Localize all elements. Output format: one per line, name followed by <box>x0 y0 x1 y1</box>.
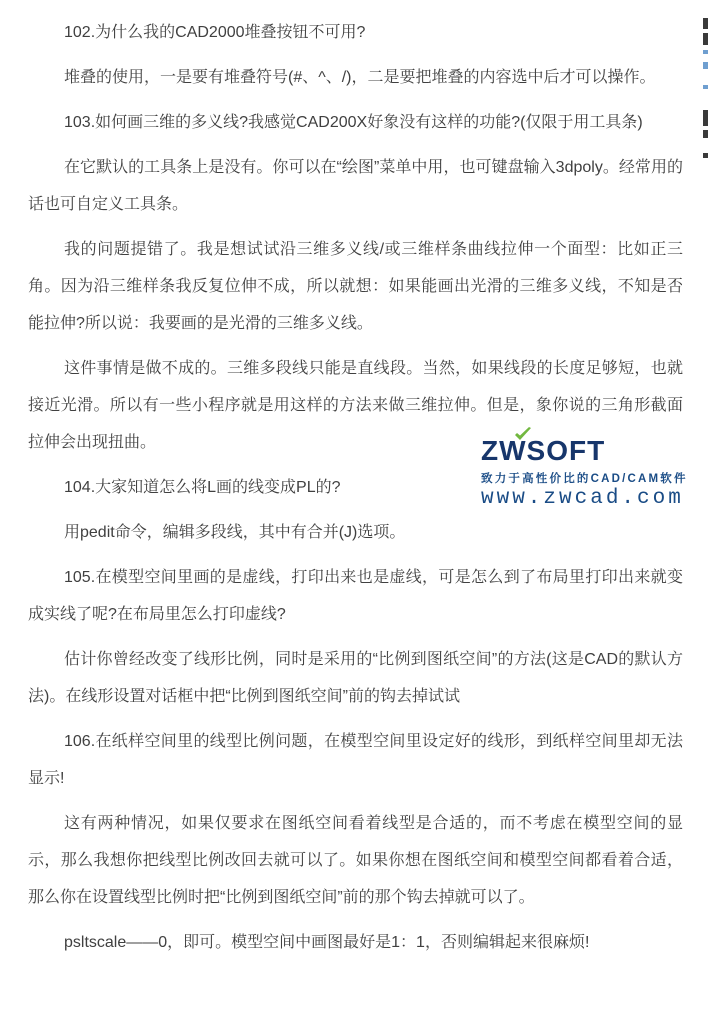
zwsoft-logo <box>481 436 708 510</box>
clipped-text-fragment <box>703 110 708 126</box>
question-105: 105.在模型空间里画的是虚线，打印出来也是虚线，可是怎么到了布局里打印出来就变成实线了呢?在布局里怎么打印虚线? <box>28 569 683 623</box>
clipped-text-fragment <box>703 33 708 45</box>
zwsoft-logo-wordmark <box>481 436 605 466</box>
followup-103-clarification: 我的问题提错了。我是想试试沿三维多义线/或三维样条曲线拉伸一个面型：比如正三角。因为沿三维样条我反复位伸不成，所以就想：如果能画出光滑的三维多义线，不知是否能拉伸?所以说：我要画的是光滑的三维多义线。 <box>28 241 683 332</box>
clipped-text-fragment <box>703 18 708 29</box>
question-102: 102.为什么我的CAD2000堆叠按钮不可用? <box>64 24 366 41</box>
clipped-text-fragment <box>703 62 708 69</box>
clipped-text-fragment <box>703 130 708 138</box>
answer-106-psltscale-tip: psltscale——0，即可。模型空间中画图最好是1：1，否则编辑起来很麻烦! <box>64 934 590 951</box>
answer-105: 估计你曾经改变了线形比例，同时是采用的“比例到图纸空间”的方法(这是CAD的默认方法)。在线形设置对话框中把“比例到图纸空间”前的钩去掉试试 <box>28 651 683 705</box>
answer-106: 这有两种情况，如果仅要求在图纸空间看着线型是合适的，而不考虑在模型空间的显示，那么我想你把线型比例改回去就可以了。如果你想在图纸空间和模型空间都看着合适，那么你在设置线型比例时把“比例到图纸空间”前的那个钩去掉就可以了。 <box>28 815 683 906</box>
answer-103: 在它默认的工具条上是没有。你可以在“绘图”菜单中用，也可键盘输入3dpoly。经常用的话也可自定义工具条。 <box>28 159 683 213</box>
logo-website: www.zwcad.com <box>481 487 684 510</box>
followup-103-reply: 这件事情是做不成的。三维多段线只能是直线段。当然，如果线段的长度足够短，也就接近光滑。所以有一些小程序就是用这样的方法来做三维拉伸。但是，象你说的三角形截面拉伸会出现扭曲。 <box>28 360 683 451</box>
clipped-text-fragment <box>703 153 708 158</box>
checkmark-icon <box>514 427 532 441</box>
question-106: 106.在纸样空间里的线型比例问题，在模型空间里设定好的线形，到纸样空间里却无法显示! <box>28 733 683 787</box>
clipped-text-fragment <box>703 50 708 54</box>
answer-104: 用pedit命令，编辑多段线，其中有合并(J)选项。 <box>64 524 406 541</box>
question-104: 104.大家知道怎么将L画的线变成PL的? <box>64 479 341 496</box>
logo-tagline: 致力于高性价比的CAD/CAM软件 <box>481 473 688 485</box>
answer-102: 堆叠的使用，一是要有堆叠符号(#、^、/)，二是要把堆叠的内容选中后才可以操作。 <box>64 69 656 86</box>
clipped-text-fragment <box>703 85 708 89</box>
question-103: 103.如何画三维的多义线?我感觉CAD200X好象没有这样的功能?(仅限于用工具条) <box>64 114 643 131</box>
zwsoft-logo-text: ZWSOFT <box>481 435 606 466</box>
